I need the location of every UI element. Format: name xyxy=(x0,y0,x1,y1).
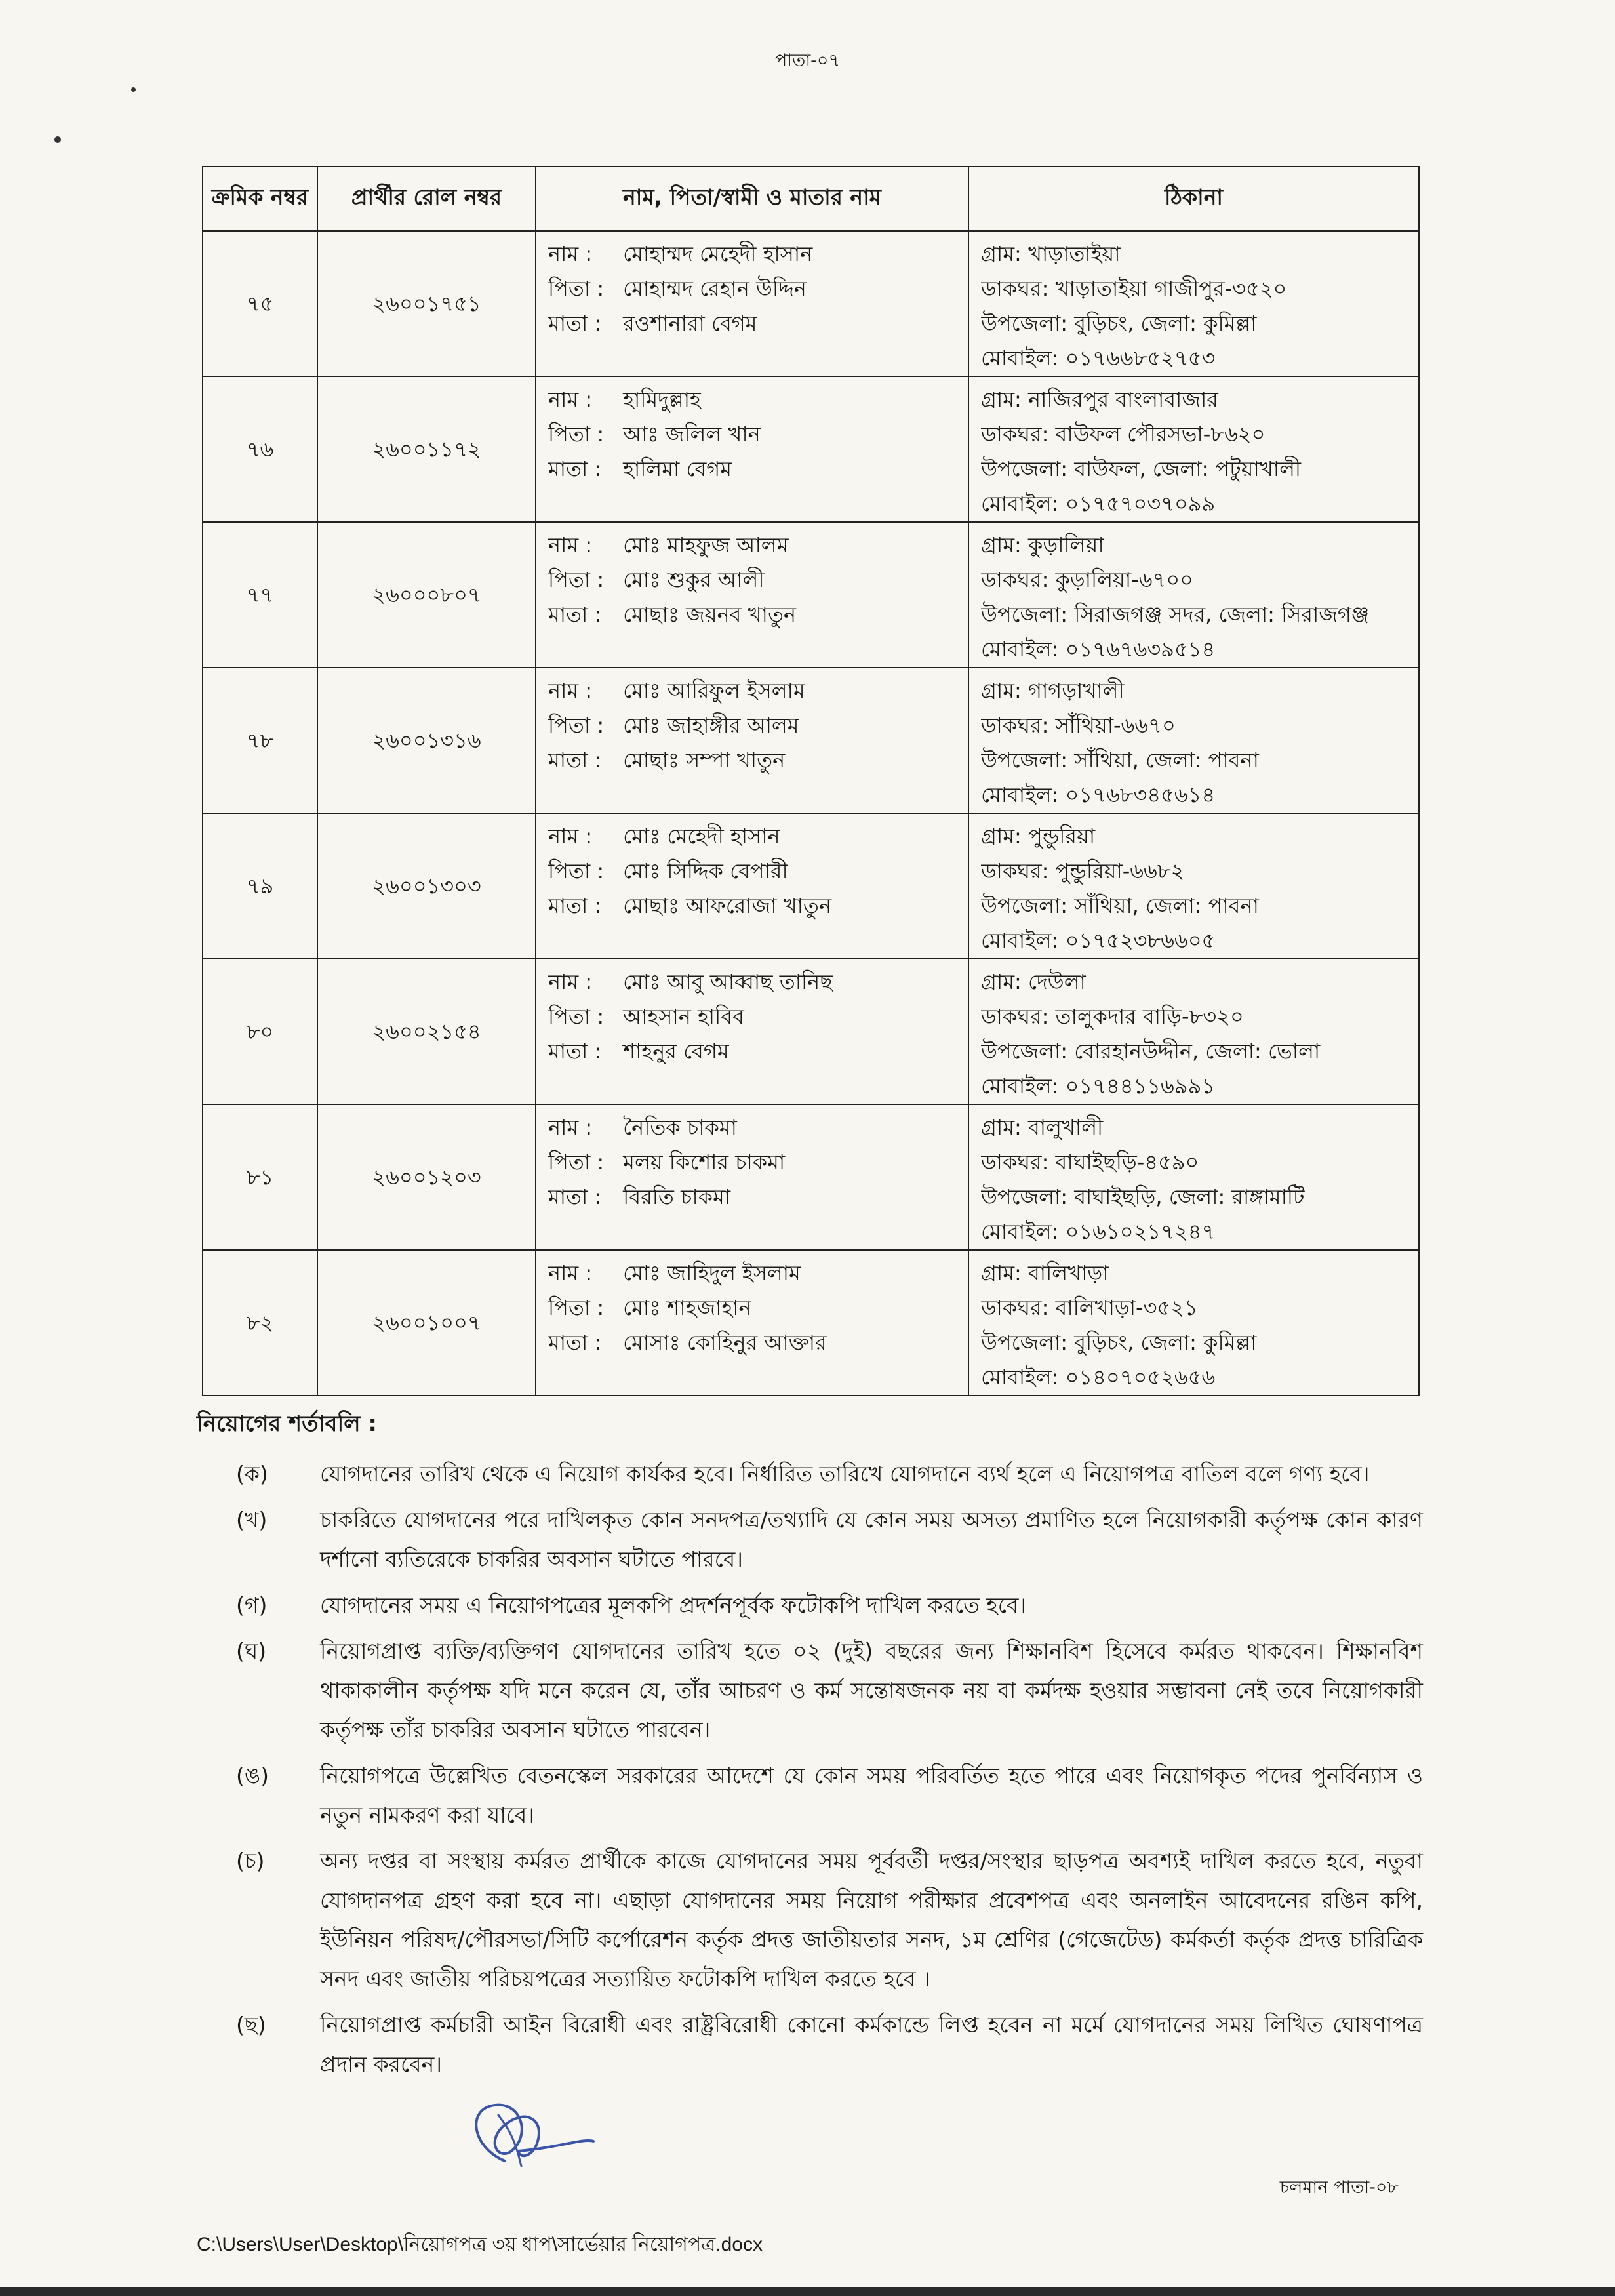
upazila-value: সাঁথিয়া, জেলা: পাবনা xyxy=(1074,748,1259,773)
mobile-value: ০১৬১০২১৭২৪৭ xyxy=(1065,1219,1216,1244)
page-number: পাতা-০৭ xyxy=(774,50,841,71)
post-line xyxy=(981,272,1406,306)
father-label: পিতা : xyxy=(548,276,605,301)
mother-label: মাতা : xyxy=(548,602,602,627)
father-line xyxy=(548,1145,956,1180)
father-label: পিতা : xyxy=(548,422,605,447)
serial-cell: ৮১ xyxy=(203,1104,317,1250)
name-value: মোঃ মেহেদী হাসান xyxy=(623,824,780,849)
village-value: নাজিরপুর বাংলাবাজার xyxy=(1027,387,1218,412)
village-value: পুন্ডুরিয়া xyxy=(1027,824,1096,849)
upazila-value: বাঘাইছড়ি, জেলা: রাঙ্গামাটি xyxy=(1074,1184,1305,1209)
mobile-label: মোবাইল: xyxy=(981,637,1059,662)
header-serial: ক্রমিক নম্বর xyxy=(203,167,317,231)
name-line xyxy=(548,1110,956,1145)
upazila-value: বুড়িচং, জেলা: কুমিল্লা xyxy=(1074,1330,1257,1355)
village-value: খাড়াতাইয়া xyxy=(1027,241,1121,266)
village-label: গ্রাম: xyxy=(981,1115,1022,1140)
post-label: ডাকঘর: xyxy=(981,276,1049,301)
mother-line xyxy=(548,1180,956,1215)
file-path: C:\Users\User\Desktop\নিয়োগপত্র ৩য় ধাপ\সার্ভেয়ার নিয়োগপত্র.docx xyxy=(197,2234,763,2255)
roll-cell: ২৬০০১৭৫১ xyxy=(317,231,536,376)
post-label: ডাকঘর: xyxy=(981,713,1049,738)
post-line xyxy=(981,417,1406,452)
name-label: নাম : xyxy=(548,1115,593,1140)
table-row xyxy=(203,1250,1419,1396)
condition-text: নিয়োগপ্রাপ্ত ব্যক্তি/ব্যক্তিগণ যোগদানের তারিখ হতে ০২ (দুই) বছরের জন্য শিক্ষানবিশ হিসেবে কর্মরত থাকবেন। শিক্ষানবিশ থাকাকালীন কর্তৃপক্ষ যদি মনে করেন যে, তাঁর আচরণ ও কর্ম সন্তোষজনক নয় বা কর্মদক্ষ হওয়ার সম্ভাবনা নেই তবে নিয়োগকারী কর্তৃপক্ষ তাঁর চাকরির অবসান ঘটাতে পারবেন। xyxy=(320,1638,1423,1742)
post-label: ডাকঘর: xyxy=(981,858,1049,883)
post-value: খাড়াতাইয়া গাজীপুর-৩৫২০ xyxy=(1055,276,1287,301)
condition-text: অন্য দপ্তর বা সংস্থায় কর্মরত প্রার্থীকে কাজে যোগদানের সময় পূর্ববর্তী দপ্তর/সংস্থার ছাড়পত্র অবশ্যই দাখিল করতে হবে, নতুবা যোগদানপত্র গ্রহণ করা হবে না। এছাড়া যোগদানের সময় নিয়োগ পরীক্ষার প্রবেশপত্র এবং অনলাইন আবেদনের রঙিন কপি, ইউনিয়ন পরিষদ/পৌরসভা/সিটি কর্পোরেশন কর্তৃক প্রদত্ত জাতীয়তার সনদ, ১ম শ্রেণির (গেজেটেড) কর্মকর্তা কর্তৃক প্রদত্ত চারিত্রিক সনদ এবং জাতীয় পরিচয়পত্রের সত্যায়িত ফটোকপি দাখিল করতে হবে । xyxy=(320,1848,1423,1992)
condition-item xyxy=(236,1586,1423,1625)
father-line xyxy=(548,417,956,452)
mobile-label: মোবাইল: xyxy=(981,1219,1059,1244)
mobile-value: ০১৭৬৭৬৩৯৫১৪ xyxy=(1065,637,1216,662)
upazila-line xyxy=(981,306,1406,341)
upazila-label: উপজেলা: xyxy=(981,1039,1068,1064)
village-value: কুড়ালিয়া xyxy=(1027,533,1104,557)
condition-item xyxy=(236,1500,1423,1579)
upazila-line xyxy=(981,743,1406,778)
punch-hole-mark xyxy=(54,136,61,143)
father-label: পিতা : xyxy=(548,713,605,738)
mother-value: মোছাঃ জয়নব খাতুন xyxy=(623,602,797,627)
bottom-edge-band xyxy=(0,2287,1615,2296)
mother-value: রওশানারা বেগম xyxy=(623,311,757,336)
condition-item xyxy=(236,1632,1423,1750)
mobile-line xyxy=(981,487,1406,521)
condition-letter: (ছ) xyxy=(236,2012,266,2038)
name-line xyxy=(548,1256,956,1291)
header-names: নাম, পিতা/স্বামী ও মাতার নাম xyxy=(536,167,968,231)
father-line xyxy=(548,708,956,743)
condition-item xyxy=(236,1756,1423,1835)
address-cell xyxy=(968,522,1419,668)
father-line xyxy=(548,563,956,597)
condition-text: যোগদানের সময় এ নিয়োগপত্রের মূলকপি প্রদর্শনপূর্বক ফটোকপি দাখিল করতে হবে। xyxy=(320,1592,1027,1618)
condition-item xyxy=(236,1842,1423,1999)
village-label: গ্রাম: xyxy=(981,387,1022,412)
upazila-line xyxy=(981,1034,1406,1069)
post-value: সাঁথিয়া-৬৬৭০ xyxy=(1055,713,1176,738)
serial-cell: ৭৮ xyxy=(203,668,317,813)
names-cell xyxy=(536,376,968,522)
mobile-line xyxy=(981,1360,1406,1395)
table-row xyxy=(203,959,1419,1104)
father-line xyxy=(548,999,956,1034)
names-cell xyxy=(536,959,968,1104)
father-label: পিতা : xyxy=(548,1004,605,1029)
mobile-label: মোবাইল: xyxy=(981,1365,1059,1390)
village-line xyxy=(981,382,1406,417)
conditions-title: নিয়োগের শর্তাবলি : xyxy=(197,1411,377,1437)
mother-line xyxy=(548,306,956,341)
mobile-line xyxy=(981,1069,1406,1104)
upazila-line xyxy=(981,1325,1406,1360)
post-line xyxy=(981,708,1406,743)
roll-cell: ২৬০০০৮০৭ xyxy=(317,522,536,668)
serial-cell: ৮২ xyxy=(203,1250,317,1396)
upazila-label: উপজেলা: xyxy=(981,456,1068,481)
condition-text: নিয়োগপ্রাপ্ত কর্মচারী আইন বিরোধী এবং রাষ্ট্রবিরোধী কোনো কর্মকান্ডে লিপ্ত হবেন না মর্মে যোগদানের সময় লিখিত ঘোষণাপত্র প্রদান করবেন। xyxy=(320,2012,1423,2077)
name-label: নাম : xyxy=(548,678,593,703)
condition-letter: (গ) xyxy=(236,1592,268,1618)
table-row xyxy=(203,376,1419,522)
mother-label: মাতা : xyxy=(548,1330,602,1355)
name-label: নাম : xyxy=(548,387,593,412)
condition-letter: (ক) xyxy=(236,1461,268,1487)
mother-line xyxy=(548,1325,956,1360)
upazila-label: উপজেলা: xyxy=(981,311,1068,336)
speck-mark xyxy=(131,87,136,92)
name-line xyxy=(548,819,956,854)
post-label: ডাকঘর: xyxy=(981,1004,1049,1029)
village-line xyxy=(981,1256,1406,1291)
names-cell xyxy=(536,1250,968,1396)
name-label: নাম : xyxy=(548,824,593,849)
name-label: নাম : xyxy=(548,241,593,266)
upazila-value: বাউফল, জেলা: পটুয়াখালী xyxy=(1074,456,1302,481)
post-value: কুড়ালিয়া-৬৭০০ xyxy=(1055,567,1193,592)
roll-cell: ২৬০০১৩১৬ xyxy=(317,668,536,813)
post-line xyxy=(981,1291,1406,1325)
upazila-value: বুড়িচং, জেলা: কুমিল্লা xyxy=(1074,311,1257,336)
father-line xyxy=(548,272,956,306)
mother-line xyxy=(548,1034,956,1069)
post-value: বাঘাইছড়ি-৪৫৯০ xyxy=(1055,1150,1199,1175)
continued-label: চলমান পাতা-০৮ xyxy=(1279,2177,1399,2198)
mother-label: মাতা : xyxy=(548,1039,602,1064)
name-line xyxy=(548,674,956,708)
roll-cell: ২৬০০১১৭২ xyxy=(317,376,536,522)
upazila-line xyxy=(981,889,1406,923)
mobile-label: মোবাইল: xyxy=(981,1074,1059,1098)
conditions-list xyxy=(236,1455,1423,2091)
mobile-value: ০১৭৬৬৮৫২৭৫৩ xyxy=(1065,346,1216,371)
father-value: আঃ জলিল খান xyxy=(623,422,761,447)
post-line xyxy=(981,854,1406,889)
upazila-value: বোরহানউদ্দীন, জেলা: ভোলা xyxy=(1074,1039,1321,1064)
mobile-label: মোবাইল: xyxy=(981,346,1059,371)
father-label: পিতা : xyxy=(548,567,605,592)
name-label: নাম : xyxy=(548,1260,593,1285)
village-line xyxy=(981,674,1406,708)
upazila-value: সিরাজগঞ্জ সদর, জেলা: সিরাজগঞ্জ xyxy=(1074,602,1370,627)
table-row xyxy=(203,231,1419,376)
post-line xyxy=(981,999,1406,1034)
names-cell xyxy=(536,1104,968,1250)
post-value: বাউফল পৌরসভা-৮৬২০ xyxy=(1055,422,1266,447)
mobile-line xyxy=(981,632,1406,667)
father-value: মলয় কিশোর চাকমা xyxy=(623,1150,786,1175)
post-value: বালিখাড়া-৩৫২১ xyxy=(1055,1295,1198,1320)
father-value: মোঃ শাহজাহান xyxy=(623,1295,751,1320)
serial-cell: ৭৫ xyxy=(203,231,317,376)
mother-value: মোছাঃ সম্পা খাতুন xyxy=(623,748,786,773)
names-cell xyxy=(536,813,968,959)
condition-letter: (চ) xyxy=(236,1848,265,1874)
header-address: ঠিকানা xyxy=(968,167,1419,231)
serial-cell: ৭৬ xyxy=(203,376,317,522)
upazila-line xyxy=(981,452,1406,487)
father-value: মোঃ জাহাঙ্গীর আলম xyxy=(623,713,799,738)
village-value: দেউলা xyxy=(1027,969,1086,994)
mother-value: মোছাঃ আফরোজা খাতুন xyxy=(623,893,832,918)
appointee-table xyxy=(202,166,1420,1396)
condition-item xyxy=(236,2005,1423,2084)
village-value: গাগড়াখালী xyxy=(1027,678,1125,703)
mobile-value: ০১৭৪৪১১৬৯৯১ xyxy=(1065,1074,1216,1098)
upazila-value: সাঁথিয়া, জেলা: পাবনা xyxy=(1074,893,1259,918)
village-line xyxy=(981,965,1406,999)
father-label: পিতা : xyxy=(548,858,605,883)
names-cell xyxy=(536,668,968,813)
upazila-label: উপজেলা: xyxy=(981,602,1068,627)
roll-cell: ২৬০০২১৫৪ xyxy=(317,959,536,1104)
father-line xyxy=(548,1291,956,1325)
village-label: গ্রাম: xyxy=(981,678,1022,703)
upazila-line xyxy=(981,597,1406,632)
name-line xyxy=(548,237,956,272)
mobile-line xyxy=(981,1215,1406,1249)
address-cell xyxy=(968,813,1419,959)
serial-cell: ৭৭ xyxy=(203,522,317,668)
father-value: মোহাম্মদ রেহান উদ্দিন xyxy=(623,276,807,301)
mobile-line xyxy=(981,341,1406,376)
post-line xyxy=(981,563,1406,597)
post-line xyxy=(981,1145,1406,1180)
mobile-label: মোবাইল: xyxy=(981,491,1059,516)
post-value: তালুকদার বাড়ি-৮৩২০ xyxy=(1055,1004,1244,1029)
condition-letter: (ঙ) xyxy=(236,1763,269,1788)
mobile-line xyxy=(981,778,1406,813)
mother-value: শাহনুর বেগম xyxy=(623,1039,729,1064)
header-roll: প্রার্থীর রোল নম্বর xyxy=(317,167,536,231)
roll-cell: ২৬০০১৩০৩ xyxy=(317,813,536,959)
serial-cell: ৭৯ xyxy=(203,813,317,959)
roll-cell: ২৬০০১০০৭ xyxy=(317,1250,536,1396)
village-label: গ্রাম: xyxy=(981,824,1022,849)
post-label: ডাকঘর: xyxy=(981,1150,1049,1175)
table-header-row xyxy=(203,167,1419,231)
village-label: গ্রাম: xyxy=(981,533,1022,557)
mother-value: বিরতি চাকমা xyxy=(623,1184,731,1209)
mother-line xyxy=(548,452,956,487)
condition-text: যোগদানের তারিখ থেকে এ নিয়োগ কার্যকর হবে। নির্ধারিত তারিখে যোগদানে ব্যর্থ হলে এ নিয়োগপত্র বাতিল বলে গণ্য হবে। xyxy=(320,1461,1370,1487)
table-row xyxy=(203,522,1419,668)
mother-value: মোসাঃ কোহিনুর আক্তার xyxy=(623,1330,827,1355)
mother-label: মাতা : xyxy=(548,748,602,773)
name-value: মোঃ জাহিদুল ইসলাম xyxy=(623,1260,801,1285)
address-cell xyxy=(968,376,1419,522)
address-cell xyxy=(968,1104,1419,1250)
mother-label: মাতা : xyxy=(548,311,602,336)
mobile-value: ০১৭৫৭০৩৭০৯৯ xyxy=(1065,491,1216,516)
mobile-line xyxy=(981,923,1406,958)
mother-line xyxy=(548,889,956,923)
upazila-label: উপজেলা: xyxy=(981,748,1068,773)
name-line xyxy=(548,528,956,563)
name-value: মোহাম্মদ মেহেদী হাসান xyxy=(623,241,813,266)
village-line xyxy=(981,237,1406,272)
village-line xyxy=(981,1110,1406,1145)
village-value: বালিখাড়া xyxy=(1027,1260,1109,1285)
roll-cell: ২৬০০১২০৩ xyxy=(317,1104,536,1250)
table-row xyxy=(203,1104,1419,1250)
father-line xyxy=(548,854,956,889)
upazila-label: উপজেলা: xyxy=(981,1330,1068,1355)
name-line xyxy=(548,382,956,417)
post-label: ডাকঘর: xyxy=(981,1295,1049,1320)
name-line xyxy=(548,965,956,999)
name-value: মোঃ আবু আব্বাছ তানিছ xyxy=(623,969,833,994)
mobile-value: ০১৭৫২৩৮৬৬০৫ xyxy=(1065,928,1216,953)
mobile-value: ০১৭৬৮৩৪৫৬১৪ xyxy=(1065,782,1216,807)
name-label: নাম : xyxy=(548,969,593,994)
mobile-label: মোবাইল: xyxy=(981,782,1059,807)
father-value: মোঃ সিদ্দিক বেপারী xyxy=(623,858,788,883)
address-cell xyxy=(968,1250,1419,1396)
name-value: মোঃ মাহফুজ আলম xyxy=(623,533,789,557)
village-label: গ্রাম: xyxy=(981,241,1022,266)
condition-letter: (ঘ) xyxy=(236,1638,267,1664)
names-cell xyxy=(536,231,968,376)
signature xyxy=(459,2089,597,2181)
father-label: পিতা : xyxy=(548,1295,605,1320)
mobile-label: মোবাইল: xyxy=(981,928,1059,953)
village-label: গ্রাম: xyxy=(981,969,1022,994)
name-value: হামিদুল্লাহ xyxy=(623,387,701,412)
serial-cell: ৮০ xyxy=(203,959,317,1104)
father-value: মোঃ শুকুর আলী xyxy=(623,567,765,592)
table-row xyxy=(203,813,1419,959)
condition-letter: (খ) xyxy=(236,1507,268,1533)
village-value: বালুখালী xyxy=(1027,1115,1104,1140)
mother-line xyxy=(548,597,956,632)
mother-line xyxy=(548,743,956,778)
mother-value: হালিমা বেগম xyxy=(623,456,732,481)
upazila-label: উপজেলা: xyxy=(981,893,1068,918)
name-value: মোঃ আরিফুল ইসলাম xyxy=(623,678,805,703)
father-label: পিতা : xyxy=(548,1150,605,1175)
mother-label: মাতা : xyxy=(548,1184,602,1209)
mother-label: মাতা : xyxy=(548,893,602,918)
village-line xyxy=(981,819,1406,854)
upazila-label: উপজেলা: xyxy=(981,1184,1068,1209)
name-value: নৈতিক চাকমা xyxy=(623,1115,737,1140)
condition-text: চাকরিতে যোগদানের পরে দাখিলকৃত কোন সনদপত্র/তথ্যাদি যে কোন সময় অসত্য প্রমাণিত হলে নিয়োগকারী কর্তৃপক্ষ কোন কারণ দর্শানো ব্যতিরেকে চাকরির অবসান ঘটাতে পারবে। xyxy=(320,1507,1423,1572)
post-label: ডাকঘর: xyxy=(981,567,1049,592)
name-label: নাম : xyxy=(548,533,593,557)
condition-text: নিয়োগপত্রে উল্লেখিত বেতনস্কেল সরকারের আদেশে যে কোন সময় পরিবর্তিত হতে পারে এবং নিয়োগকৃত পদের পুনর্বিন্যাস ও নতুন নামকরণ করা যাবে। xyxy=(320,1763,1423,1828)
condition-item xyxy=(236,1455,1423,1494)
upazila-line xyxy=(981,1180,1406,1215)
mobile-value: ০১৪০৭০৫২৬৫৬ xyxy=(1065,1365,1216,1390)
post-label: ডাকঘর: xyxy=(981,422,1049,447)
father-value: আহসান হাবিব xyxy=(623,1004,744,1029)
address-cell xyxy=(968,668,1419,813)
mother-label: মাতা : xyxy=(548,456,602,481)
address-cell xyxy=(968,959,1419,1104)
table-row xyxy=(203,668,1419,813)
address-cell xyxy=(968,231,1419,376)
post-value: পুন্ডুরিয়া-৬৬৮২ xyxy=(1055,858,1185,883)
village-line xyxy=(981,528,1406,563)
village-label: গ্রাম: xyxy=(981,1260,1022,1285)
names-cell xyxy=(536,522,968,668)
